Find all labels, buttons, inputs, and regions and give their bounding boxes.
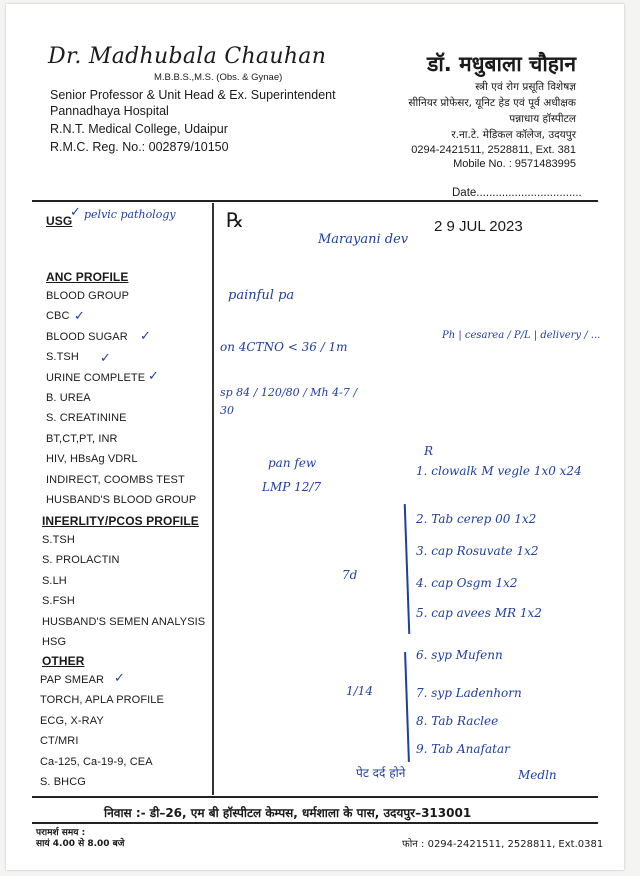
hospital-hi: पन्नाधाय हॉस्पीटल [509,113,576,125]
infertility-heading: INFERLITY/PCOS PROFILE [42,514,199,528]
rx-mark: R [424,444,434,458]
footer-timing [36,828,124,850]
checklist-item: Ca-125, Ca-19-9, CEA [40,755,153,768]
rx-bracket-2 [404,652,410,762]
checklist-item: INDIRECT, COOMBS TEST [46,473,185,486]
rx-symbol: ℞ [226,208,244,232]
rx-item-1: 1. clowalk M vegle 1x0 x24 [416,464,582,478]
tick-tsh: ✓ [100,350,111,365]
rx-item-3: 3. cap Rosuvate 1x2 [416,544,539,558]
rx-item-9: 9. Tab Anafatar [416,742,510,756]
anc-profile-heading: ANC PROFILE [46,270,129,284]
usg-heading: USG [46,214,73,228]
checklist-item: BLOOD GROUP [46,290,130,302]
footer-phone: फोन : 0294-2421511, 2528811, Ext.0381 [402,839,604,850]
doctor-name-en: Dr. Madhubala Chauhan [48,44,327,69]
rx-item-6: 6. syp Mufenn [416,648,503,662]
rx-item-7: 7. syp Ladenhorn [416,686,522,700]
reg-no: R.M.C. Reg. No.: 002879/10150 [50,140,229,154]
checklist-item: S. PROLACTIN [42,554,120,567]
checklist-item: HSG [42,636,67,648]
vitals: sp 84 / 120/80 / Mh 4-7 / 30 [220,386,358,417]
checklist-item: ECG, X-RAY [40,714,104,727]
hospital-en: Pannadhaya Hospital [50,104,169,118]
prescription-sheet [6,4,624,870]
obstetric-note: on 4CTNO < 36 / 1m [220,340,348,354]
tick-cbc: ✓ [74,308,85,323]
checklist-item: URINE COMPLETE [46,371,146,384]
past-history: Ph | cesarea / P/L | delivery / ... [442,330,601,341]
pain-note: pan few [268,456,317,470]
checklist-item: CT/MRI [40,735,79,748]
checklist-item: BLOOD SUGAR [46,330,128,343]
rx-bracket-1 [404,504,411,634]
timing-label: परामर्श समय : [36,828,86,838]
margin-note-duration-2: 1/14 [346,684,373,698]
other-heading: OTHER [42,654,85,668]
designation-en: Senior Professor & Unit Head & Ex. Superintendent [50,88,336,102]
checklist-item: TORCH, APLA PROFILE [40,694,164,707]
usg-note: pelvic pathology [84,208,176,221]
tick-blood-sugar: ✓ [140,328,151,343]
checklist-item: S. BHCG [40,776,86,788]
rx-item-8: 8. Tab Raclee [416,714,499,728]
checklist-item: BT,CT,PT, INR [46,432,118,445]
complaint: painful pa [228,288,295,303]
degree: M.B.B.S.,M.S. (Obs. & Gynae) [154,72,283,83]
margin-note-duration-1: 7d [342,568,358,582]
footer-rule-bottom [32,822,598,824]
college-en: R.N.T. Medical College, Udaipur [50,122,228,136]
tick-pap-smear: ✓ [114,670,125,685]
checklist-item: HUSBAND'S BLOOD GROUP [46,494,197,506]
rx-item-5: 5. cap avees MR 1x2 [416,606,542,620]
checklist-item: PAP SMEAR [40,674,105,686]
column-divider [212,203,214,795]
checklist-item: S.FSH [42,595,75,608]
checklist-item: B. UREA [46,392,91,404]
header-rule [32,200,598,202]
signature: Medln [518,768,557,782]
stamped-date: 2 9 JUL 2023 [434,218,523,235]
footer-address: निवास :- डी–26, एम बी हॉस्पीटल केम्पस, धर्मशाला के पास, उदयपुर–313001 [104,806,472,820]
hindi-note: पेट दर्द होने [356,766,406,780]
checklist-item: S.LH [42,574,67,587]
doctor-name-hi: डॉ. मधुबाला चौहान [427,52,576,76]
checklist-item: HIV, HBsAg VDRL [46,453,138,466]
patient-name: Marayani dev [318,232,409,247]
checklist-item: S.TSH [42,534,75,546]
lmp-note: LMP 12/7 [262,480,322,494]
footer-rule-top [32,796,598,798]
college-hi: र.ना.टे. मेडिकल कॉलेज, उदयपुर [451,129,576,141]
checklist-item: HUSBAND'S SEMEN ANALYSIS [42,615,206,628]
checklist-item: S.TSH [46,351,79,364]
specialty-hi: स्त्री एवं रोग प्रसूति विशेषज्ञ [475,81,576,93]
tick-usg: ✓ [70,204,81,219]
designation-hi: सीनियर प्रोफेसर, यूनिट हेड एवं पूर्व अधीक्षक [408,97,576,109]
phone: 0294-2421511, 2528811, Ext. 381 [411,144,576,156]
timing-value: सायं 4.00 से 8.00 बजे [36,839,125,849]
rx-item-4: 4. cap Osgm 1x2 [416,576,518,590]
date-field: Date................................. [452,187,582,199]
checklist-item: CBC [46,310,70,323]
checklist-item: S. CREATININE [46,412,127,425]
rx-item-2: 2. Tab cerep 00 1x2 [416,512,537,526]
mobile: Mobile No. : 9571483995 [453,158,576,170]
tick-urine: ✓ [148,368,159,383]
